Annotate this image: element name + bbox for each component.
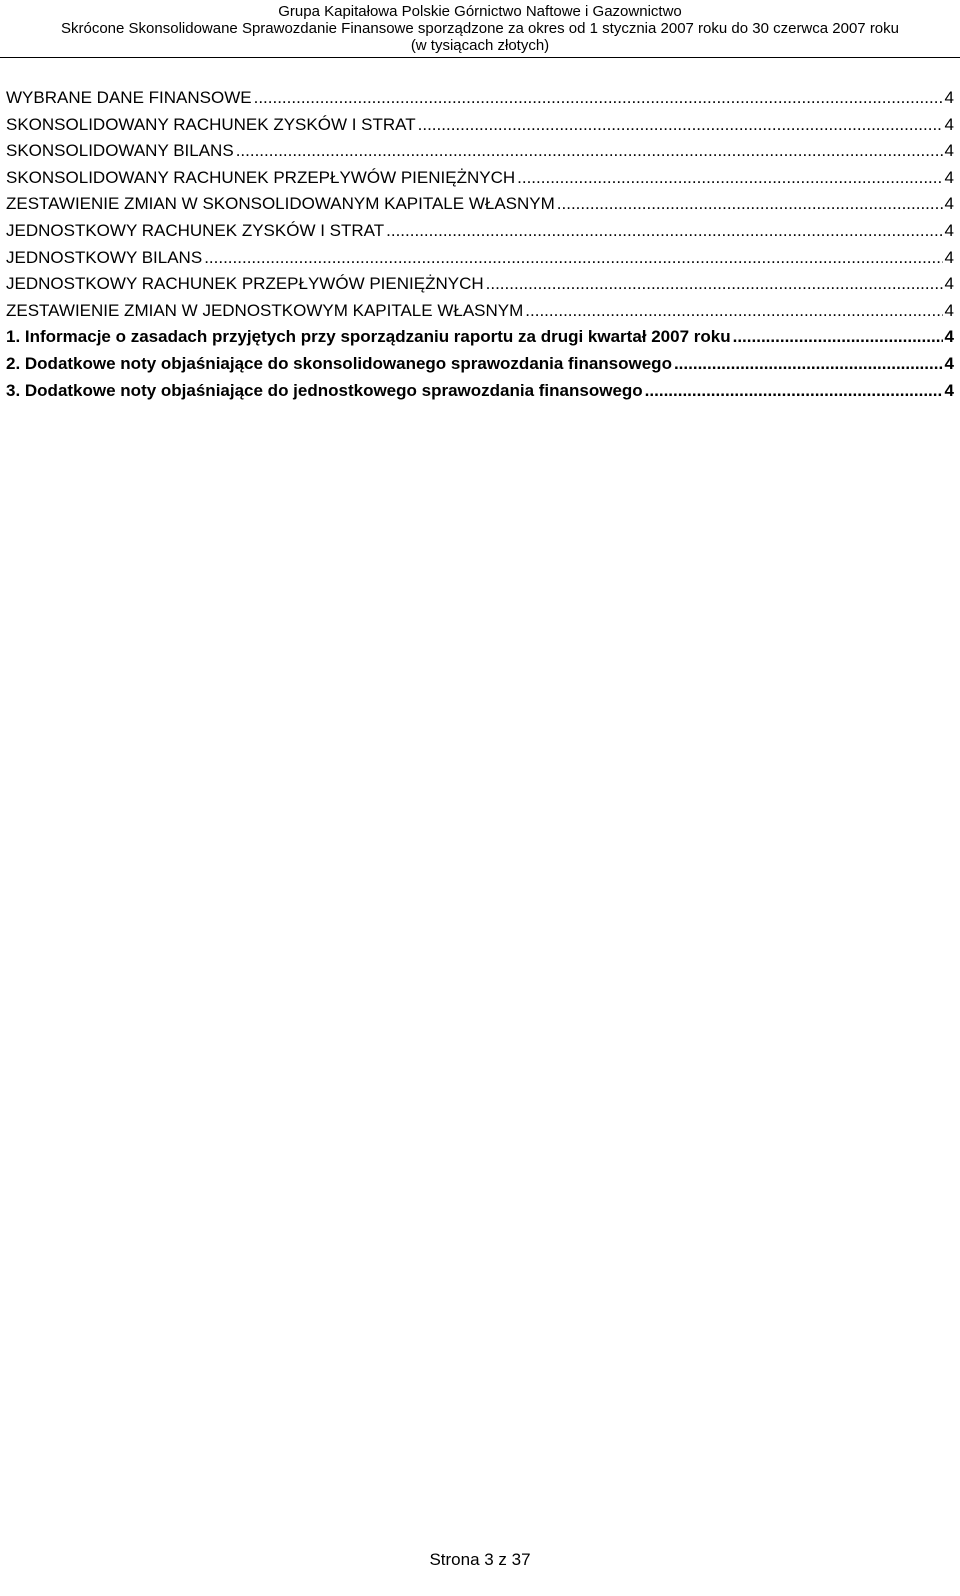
toc-entry-title: JEDNOSTKOWY RACHUNEK ZYSKÓW I STRAT bbox=[6, 220, 385, 240]
toc-entry-page: 4 bbox=[944, 300, 954, 320]
toc-entry-title: WYBRANE DANE FINANSOWE bbox=[6, 88, 252, 107]
header-divider bbox=[0, 57, 960, 58]
toc-entry-title: 1. Informacje o zasadach przyjętych przy sporządzaniu raportu za drugi kwartał 2007 roku bbox=[6, 327, 731, 347]
toc-entry-title: ZESTAWIENIE ZMIAN W SKONSOLIDOWANYM KAPITALE WŁASNYM bbox=[6, 194, 555, 214]
toc-dot-leader bbox=[418, 114, 943, 136]
toc-entry-title: SKONSOLIDOWANY BILANS bbox=[6, 141, 234, 161]
toc-dot-leader bbox=[525, 300, 942, 322]
toc-entry-page: 4 bbox=[944, 88, 954, 107]
table-of-contents bbox=[6, 87, 954, 406]
toc-dot-leader bbox=[674, 353, 943, 375]
toc-entry[interactable] bbox=[6, 273, 954, 300]
toc-entry-page: 4 bbox=[944, 167, 954, 187]
toc-entry-title: SKONSOLIDOWANY RACHUNEK ZYSKÓW I STRAT bbox=[6, 114, 416, 134]
toc-dot-leader bbox=[557, 193, 943, 215]
toc-entry[interactable] bbox=[6, 247, 954, 274]
page-footer bbox=[0, 1550, 960, 1570]
header-report-title: Skrócone Skonsolidowane Sprawozdanie Finansowe sporządzone za okres od 1 stycznia 2007 roku do 30 czerwca 2007 roku bbox=[61, 20, 899, 37]
toc-dot-leader bbox=[733, 326, 943, 348]
toc-entry-page: 4 bbox=[944, 353, 954, 373]
toc-entry[interactable] bbox=[6, 193, 954, 220]
toc-entry-title: JEDNOSTKOWY RACHUNEK PRZEPŁYWÓW PIENIĘŻNYCH bbox=[6, 274, 484, 294]
toc-entry[interactable] bbox=[6, 326, 954, 353]
toc-entry[interactable] bbox=[6, 353, 954, 380]
toc-entry[interactable] bbox=[6, 167, 954, 194]
toc-entry-title: 2. Dodatkowe noty objaśniające do skonsolidowanego sprawozdania finansowego bbox=[6, 353, 672, 373]
page-number: Strona 3 z 37 bbox=[429, 1550, 531, 1569]
toc-dot-leader bbox=[517, 167, 942, 189]
toc-dot-leader bbox=[486, 273, 943, 295]
toc-entry-page: 4 bbox=[944, 194, 954, 214]
toc-dot-leader bbox=[254, 87, 943, 109]
toc-entry[interactable] bbox=[6, 220, 954, 247]
toc-dot-leader bbox=[386, 220, 942, 242]
toc-entry-title: 3. Dodatkowe noty objaśniające do jednostkowego sprawozdania finansowego bbox=[6, 380, 643, 400]
header-units: (w tysiącach złotych) bbox=[410, 37, 550, 54]
page-header bbox=[0, 3, 960, 54]
toc-dot-leader bbox=[236, 140, 943, 162]
toc-entry-page: 4 bbox=[944, 247, 954, 267]
toc-entry-page: 4 bbox=[944, 380, 954, 400]
header-company-name: Grupa Kapitałowa Polskie Górnictwo Naftowe i Gazownictwo bbox=[278, 3, 682, 20]
toc-entry-page: 4 bbox=[944, 220, 954, 240]
toc-dot-leader bbox=[204, 247, 942, 269]
toc-entry-page: 4 bbox=[944, 274, 954, 294]
toc-entry[interactable] bbox=[6, 300, 954, 327]
toc-entry[interactable] bbox=[6, 87, 954, 114]
toc-entry[interactable] bbox=[6, 140, 954, 167]
toc-entry-page: 4 bbox=[944, 114, 954, 134]
toc-entry[interactable] bbox=[6, 114, 954, 141]
toc-entry-page: 4 bbox=[944, 327, 954, 347]
toc-entry-title: JEDNOSTKOWY BILANS bbox=[6, 247, 203, 267]
toc-dot-leader bbox=[645, 380, 943, 402]
toc-entry-page: 4 bbox=[944, 141, 954, 161]
toc-entry[interactable] bbox=[6, 380, 954, 407]
toc-entry-title: ZESTAWIENIE ZMIAN W JEDNOSTKOWYM KAPITALE WŁASNYM bbox=[6, 300, 524, 320]
toc-entry-title: SKONSOLIDOWANY RACHUNEK PRZEPŁYWÓW PIENIĘŻNYCH bbox=[6, 167, 516, 187]
